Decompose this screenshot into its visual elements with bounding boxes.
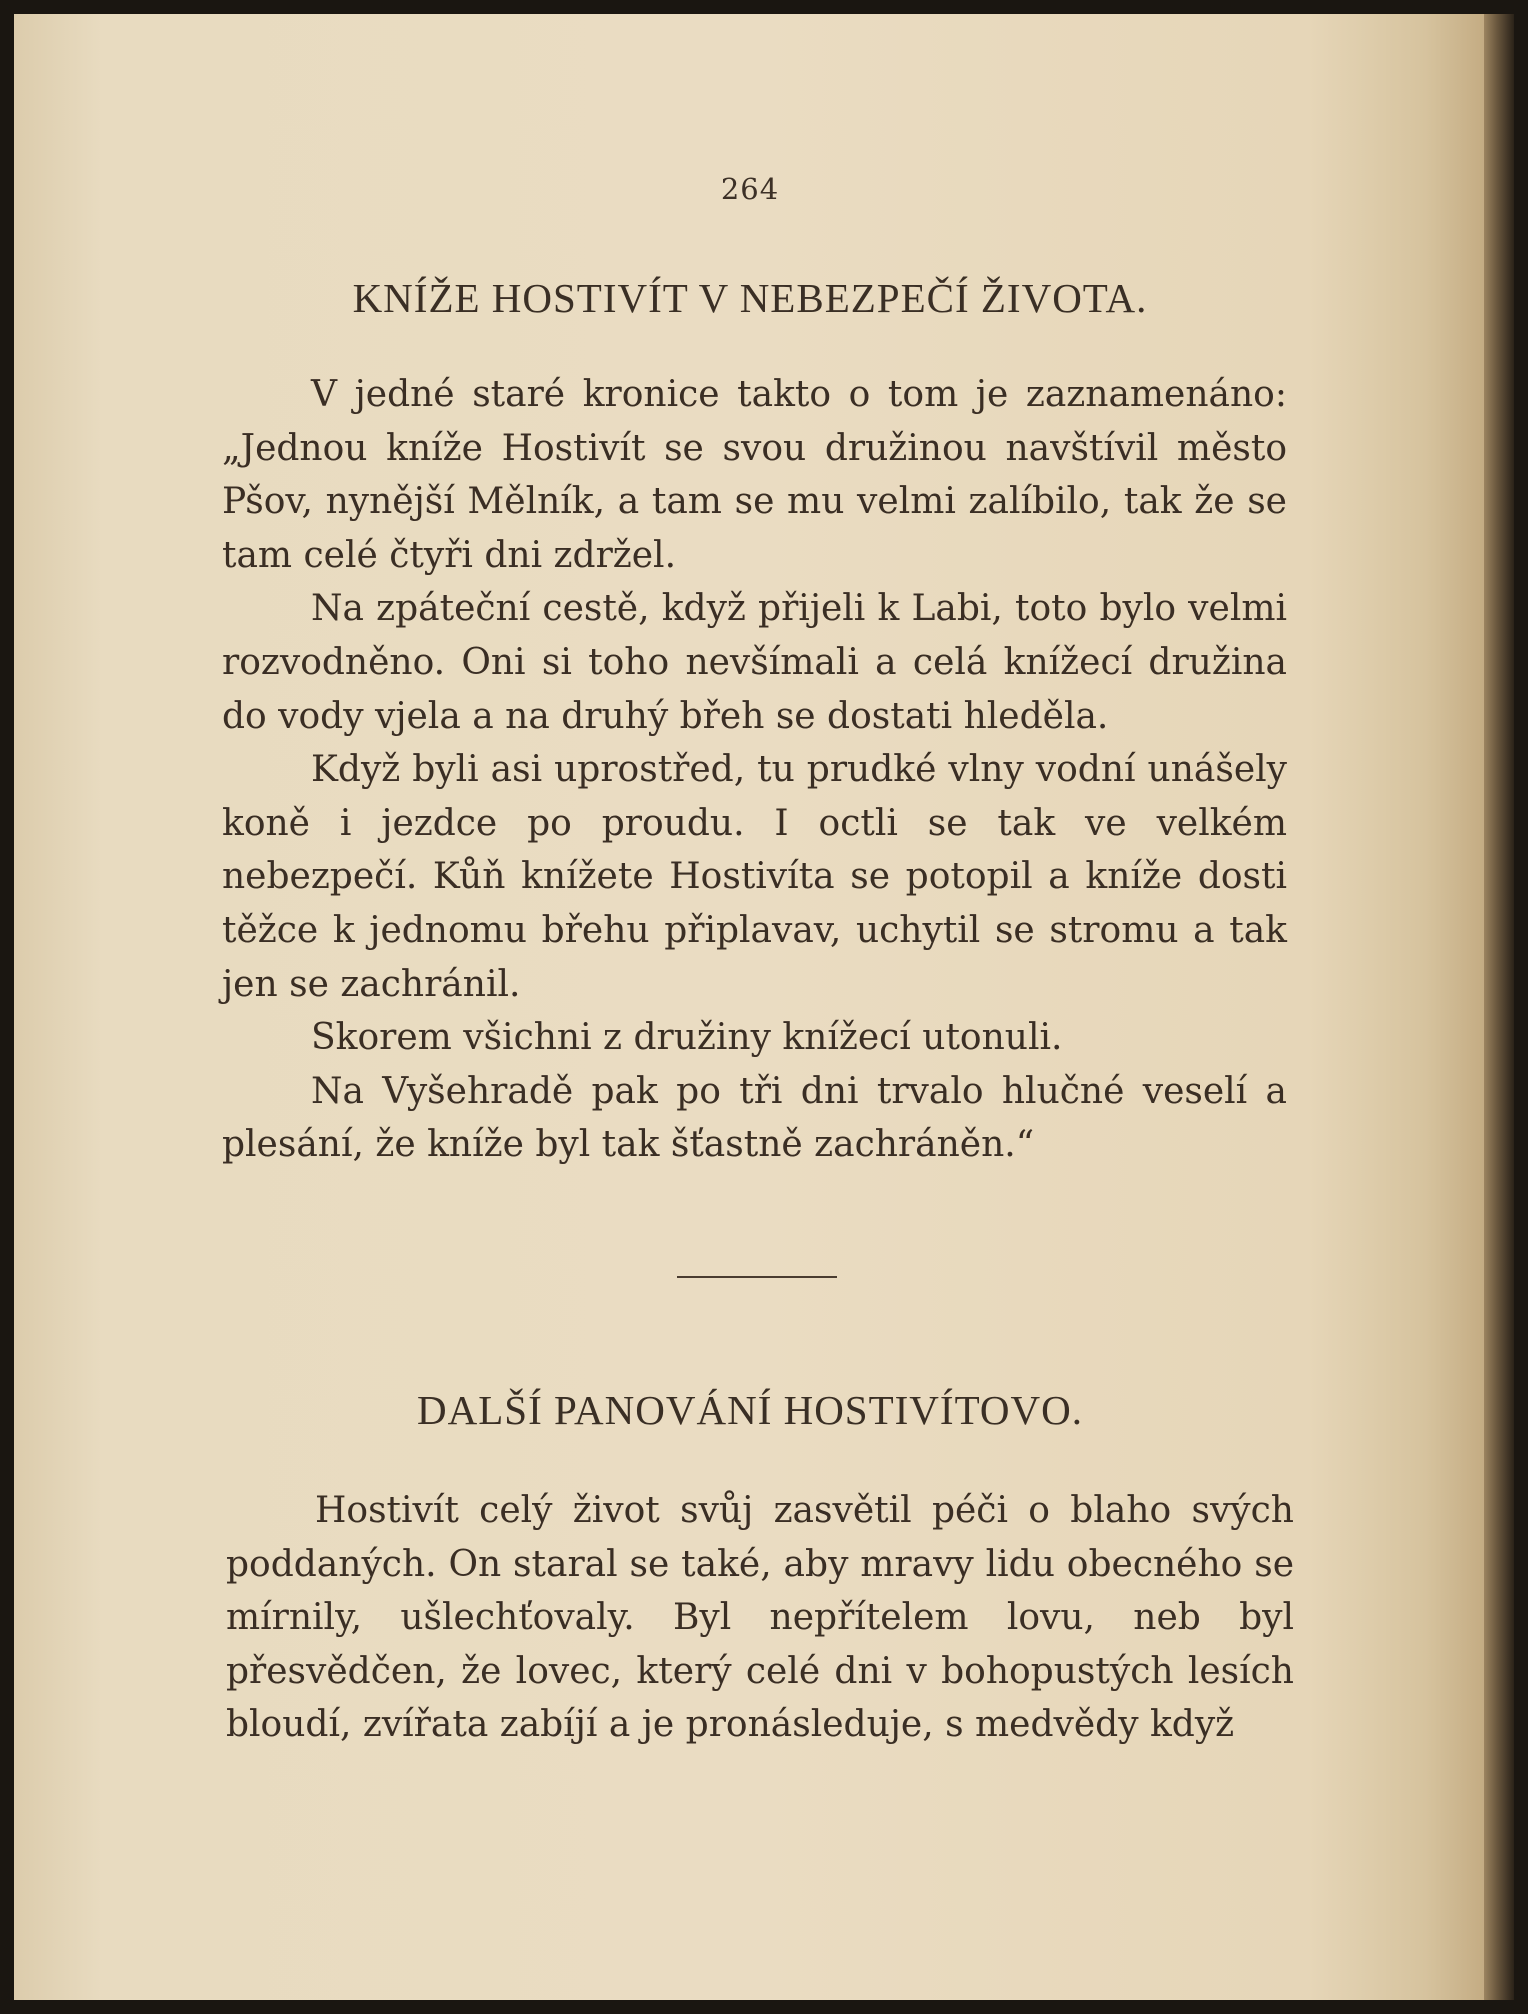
- page-number: 264: [720, 172, 780, 206]
- section-title: DALŠÍ PANOVÁNÍ HOSTIVÍTOVO.: [417, 1387, 1083, 1433]
- section-title: KNÍŽE HOSTIVÍT V NEBEZPEČÍ ŽIVOTA.: [352, 275, 1148, 321]
- paragraph: Když byli asi uprostřed, tu prudké vlny vodní unášely koně i jezdce po proudu. I octli se tak ve velkém nebezpečí. Kůň knížete Hostivíta se potopil a kníže dosti těžce k jednomu břehu připlavav, uchytil se stromu a tak jen se zachránil.: [222, 749, 1287, 1005]
- paragraph: Hostivít celý život svůj zasvětil péči o blaho svých poddaných. On staral se také, aby mravy lidu obecného se mírnily, ušlechťovaly. Byl nepřítelem lovu, neb byl přesvědčen, že lovec, který celé dni v bohopustých lesích bloudí, zvířata zabíjí a je pronásleduje, s medvědy když: [226, 1490, 1294, 1746]
- paragraph: V jedné staré kronice takto o tom je zaznamenáno: „Jednou kníže Hostivít se svou družinou navštívil město Pšov, nynější Mělník, a tam se mu velmi zalíbilo, tak že se tam celé čtyři dni zdržel.: [222, 374, 1287, 576]
- section-body: [222, 368, 1287, 1172]
- paragraph: Na zpáteční cestě, když přijeli k Labi, toto bylo velmi rozvodněno. Oni si toho nevšímali a celá knížecí družina do vody vjela a na druhý břeh se dostati hleděla.: [222, 588, 1287, 737]
- section-body: [226, 1484, 1294, 1752]
- section-divider: [677, 1276, 837, 1278]
- paragraph: Na Vyšehradě pak po tři dni trvalo hlučné veselí a plesání, že kníže byl tak šťastně zachráněn.“: [222, 1070, 1287, 1166]
- paragraph: Skorem všichni z družiny knížecí utonuli.: [311, 1017, 1063, 1059]
